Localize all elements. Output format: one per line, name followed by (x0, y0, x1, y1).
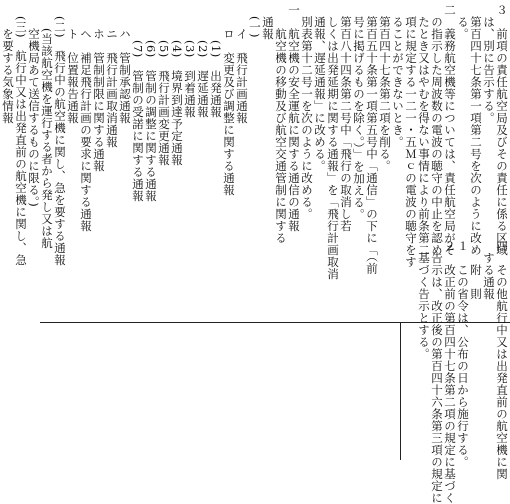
text-column: (2) 遅延通報 (196, 4, 210, 118)
text-column: 別表第十二号一を次のように改める。 (300, 4, 314, 220)
text-column: 第百五十条第一項第五号中「通信」の下に「（前 (365, 4, 379, 275)
text-column: 基づく告示とする。 (417, 240, 431, 360)
text-column: (一) (248, 4, 262, 38)
text-column: たとき又はやむを得ない事情により前条第二 (417, 4, 431, 256)
text-column: (6) 管制の調整に関する通報 (144, 4, 158, 202)
text-column: 空機局あて送信するものに限る。) (27, 4, 41, 208)
text-column: 航空機の移動及び航空交通管制に関する (274, 4, 288, 244)
text-column: ることができないとき。 (391, 4, 405, 148)
text-column: 告示は、改正後の第百四十六条第三項の規定に (430, 240, 444, 504)
text-column: (二) 飛行中の航空機に関し、急を要する通報 (53, 4, 67, 266)
text-column: ３ 前項の責任航空局及びその責任に係る区域 (495, 4, 509, 256)
text-column: ロ 変更及び調整に関する通報 (222, 4, 236, 196)
text-column: 項に規定する一二一・五Ｍｃの電波の聴守をす (404, 4, 418, 268)
text-column: 第百四十七条第一項第二号を次のように改め (469, 4, 483, 256)
text-column: する通報 (482, 240, 496, 300)
text-column: しくは出発延期に関する通報」を「飛行計画取消 (326, 4, 340, 280)
text-column: ヘ 補足飛行計画の要求に関する通報 (79, 4, 93, 232)
text-column: を要する気象情報 (1, 4, 15, 124)
text-column: １ この省令は、公布の日から施行する。 (456, 240, 470, 468)
vertical-divider (400, 322, 401, 460)
text-column: 二 義務航空機等については、責任航空局がそ (443, 4, 457, 256)
text-column: る。 (456, 4, 470, 40)
text-column: 附 則 (469, 240, 483, 300)
text-column: ト 位置報告通報 (66, 4, 80, 124)
text-column: の指示した周波数の電波の聴守の中止を認め (430, 4, 444, 256)
text-column: (三) 航行中又は出発直前の航空機に関し、急 (14, 4, 28, 266)
text-column: 第百四十七条第二項を削る。 (378, 4, 392, 172)
text-column: 第百八十四条第二号中「飛行の取消し若 (339, 4, 353, 232)
text-column: (5) 飛行計画変更通報 (157, 4, 171, 166)
text-column: 通報、遅延通報」に改める。 (313, 4, 327, 172)
text-column: (3) 到着通報 (183, 4, 197, 118)
text-column: 四 その他航行中又は出発直前の航空機に関 (495, 240, 509, 480)
text-column: イ 飛行計画通報 (235, 4, 249, 124)
text-column: (7) 管制の受諾に関する通報 (131, 4, 145, 202)
text-column: 号に掲げるものを除く。）」を加える。 (352, 4, 366, 221)
text-column: ニ 飛行計画取消通報 (105, 4, 119, 148)
text-column: ホ 管制制限に関する通報 (92, 4, 106, 172)
text-column: 通報 (261, 4, 275, 40)
text-column: は、別に告示する。 (482, 4, 496, 124)
text-column: (4) 境界到達予定通報 (170, 4, 184, 166)
text-column: ハ 管制承認通報 (118, 4, 132, 124)
text-column: ２ 改正前の第百四十七条第二項の規定に基づく (443, 240, 457, 504)
text-column: 一 航空機の安全運航に関する通信の通報 (287, 4, 301, 232)
text-column: (当該航空機を運行する者から発し又は航 (40, 4, 54, 249)
text-column: (1) 出発通報 (209, 4, 223, 118)
